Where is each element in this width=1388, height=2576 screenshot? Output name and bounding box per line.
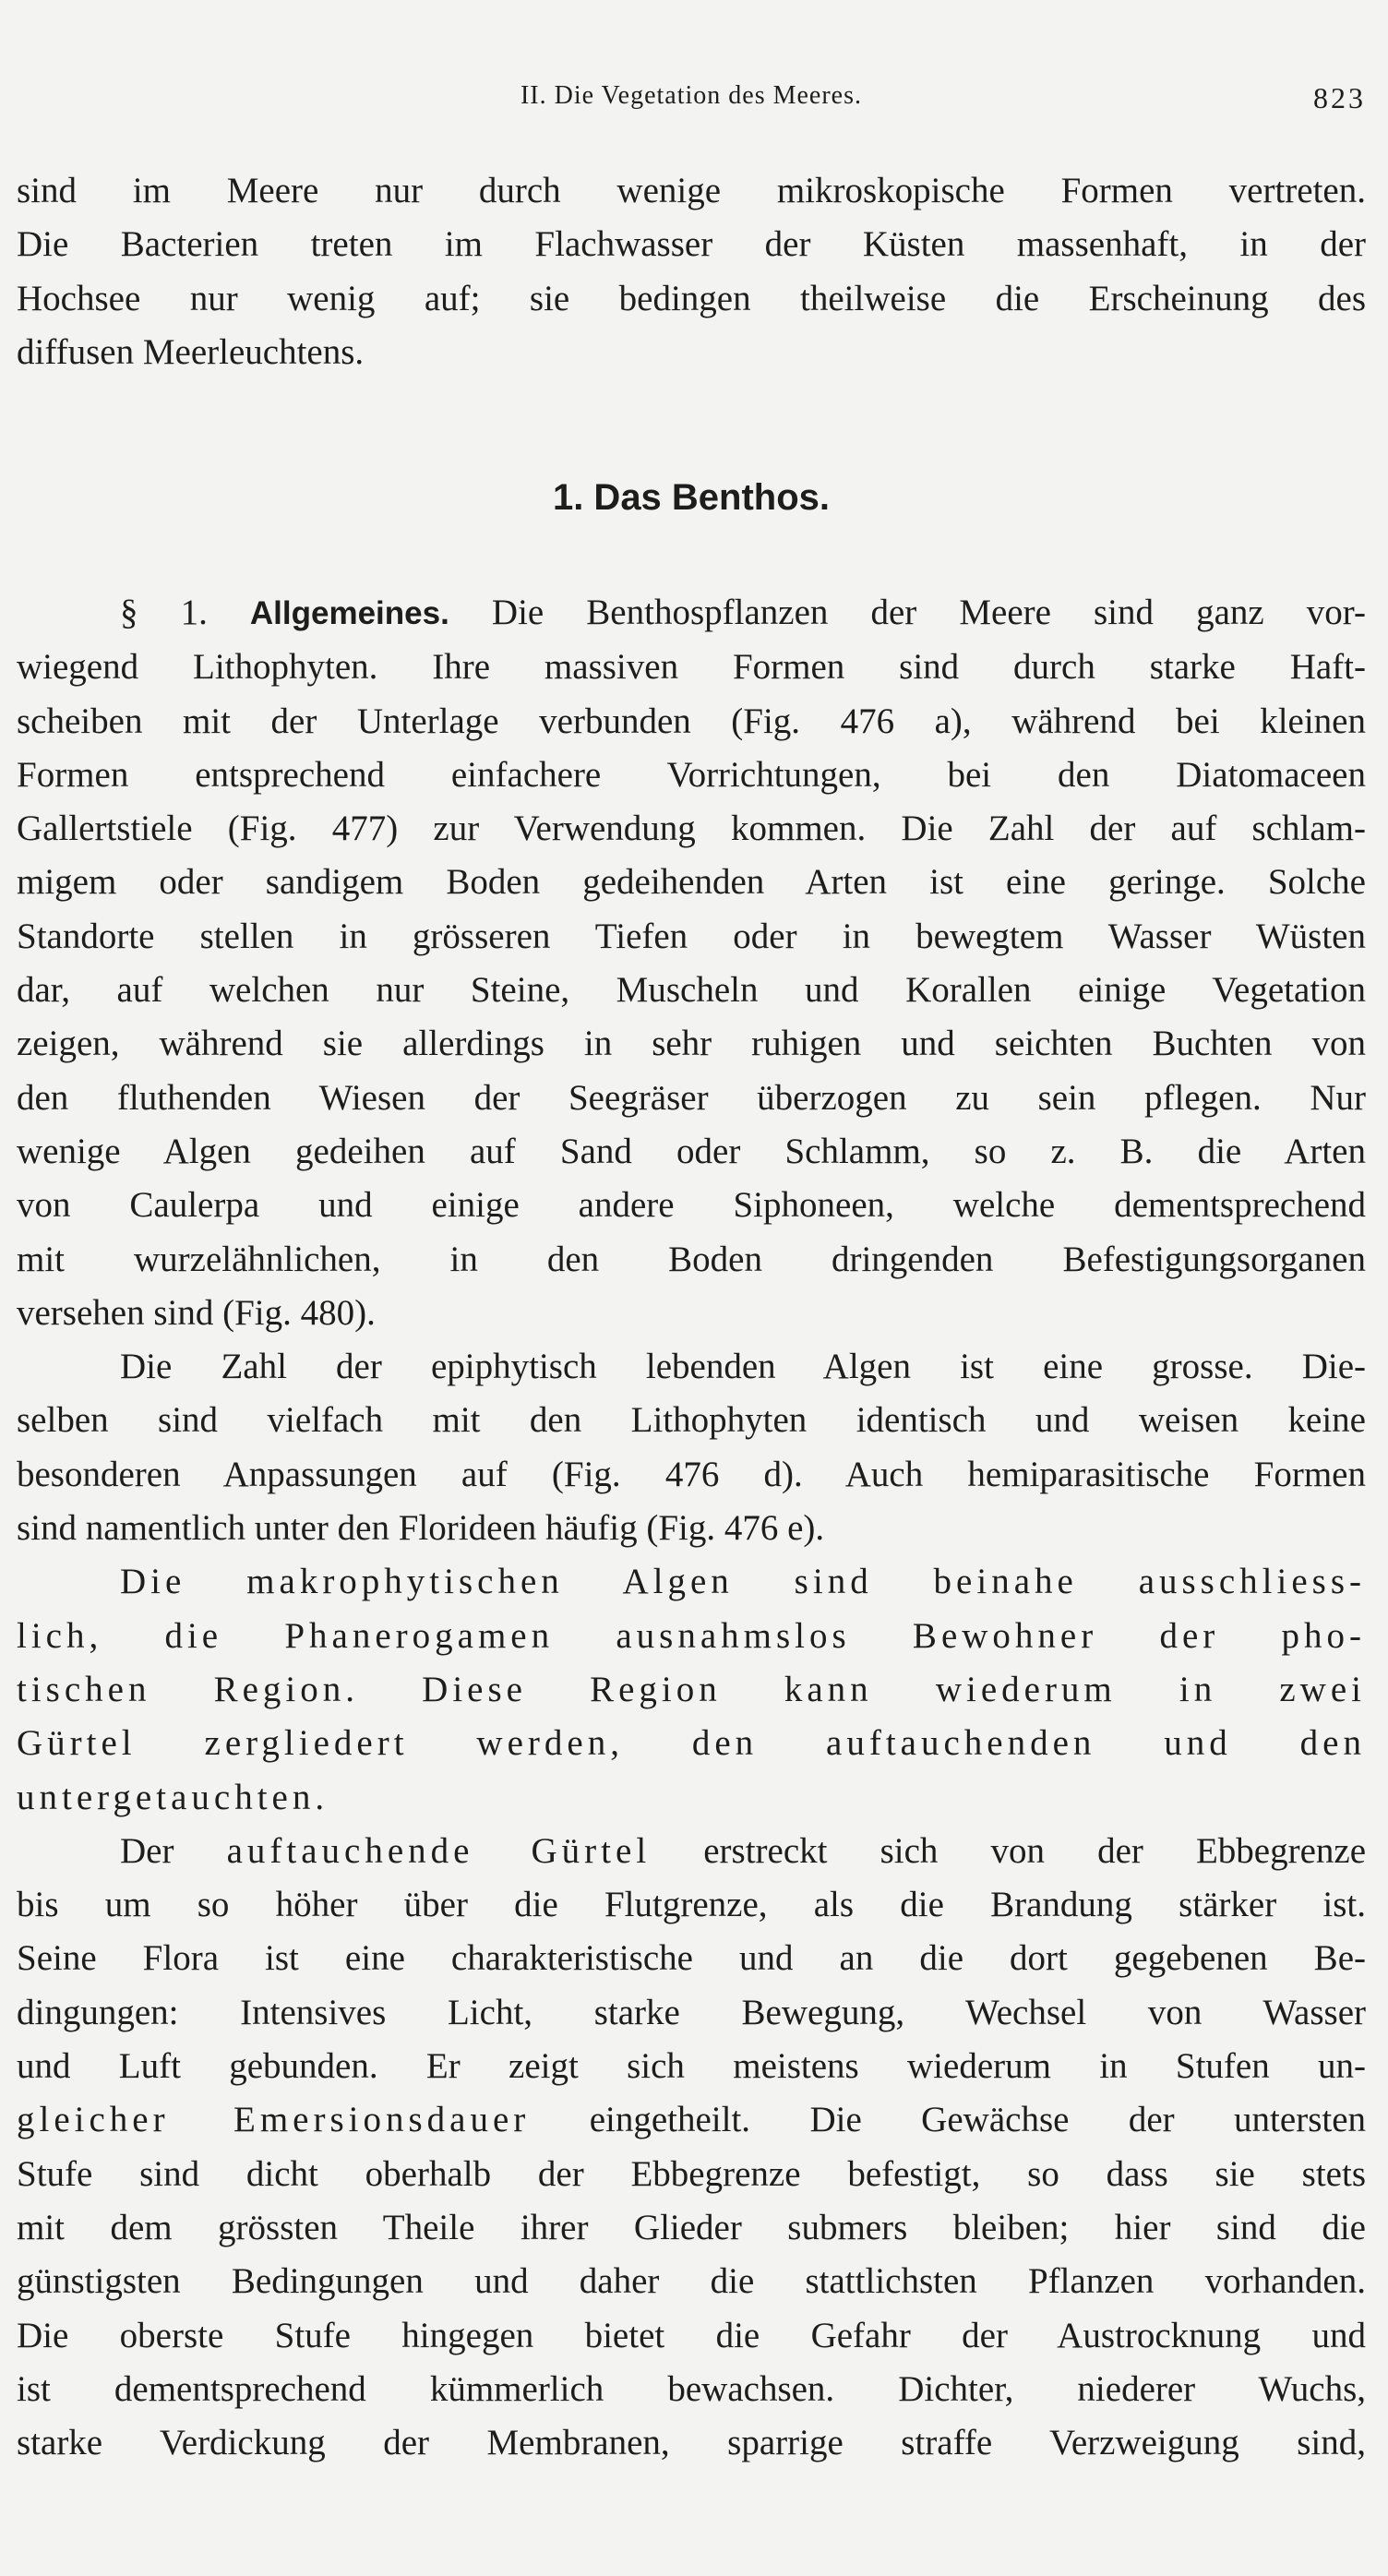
text-line: Die oberste Stufe hingegen bietet die Gefahr der Austrocknung und xyxy=(17,2315,1366,2355)
text-line: Die Bacterien treten im Flachwasser der Küsten massenhaft, in der xyxy=(17,224,1366,265)
text-line: migem oder sandigem Boden gedeihenden Arten ist eine geringe. Solche xyxy=(17,862,1366,903)
text-line: sind im Meere nur durch wenige mikroskopische Formen vertreten. xyxy=(17,171,1366,210)
body-text xyxy=(17,586,1366,2470)
text-line: mit dem grössten Theile ihrer Glieder submers bleiben; hier sind die xyxy=(17,2207,1366,2247)
text-line: wenige Algen gedeihen auf Sand oder Schlamm, so z. B. die Arten xyxy=(17,1131,1366,1171)
text-line: Stufe sind dicht oberhalb der Ebbegrenze befestigt, so dass sie stets xyxy=(17,2153,1366,2194)
text-line: Die makrophytischen Algen sind beinahe ausschliess- xyxy=(120,1562,1366,1602)
paragraph-epiphyten xyxy=(17,1340,1366,1555)
spaced-term: auftauchende Gürtel xyxy=(226,1830,652,1871)
paragraph-auftauchender-guertel xyxy=(17,1825,1366,2471)
text-line: starke Verdickung der Membranen, sparrige straffe Verzweigung sind, xyxy=(17,2423,1366,2463)
text-line: Seine Flora ist eine charakteristische und an die dort gegebenen Be- xyxy=(17,1938,1366,1979)
text-line: Hochsee nur wenig auf; sie bedingen theilweise die Erscheinung des xyxy=(17,278,1366,318)
text-line: sind namentlich unter den Florideen häufig (Fig. 476 e). xyxy=(17,1508,825,1549)
text-line: gleicher Emersionsdauer eingetheilt. Die Gewächse der untersten xyxy=(17,2100,1367,2140)
text-line: tischen Region. Diese Region kann wiederum in zwei xyxy=(17,1669,1366,1709)
text-line: bis um so höher über die Flutgrenze, als die Brandung stärker ist. xyxy=(17,1885,1366,1925)
text-line: diffusen Meerleuchtens. xyxy=(17,331,365,372)
text-line: und Luft gebunden. Er zeigt sich meistens wiederum in Stufen un- xyxy=(17,2046,1366,2087)
paragraph-lead: Allgemeines. xyxy=(249,595,449,631)
text-line: Der auftauchende Gürtel erstreckt sich von der Ebbegrenze xyxy=(120,1830,1367,1871)
paragraph-makrophyten xyxy=(17,1555,1366,1824)
text-line: lich, die Phanerogamen ausnahmslos Bewohner der pho- xyxy=(17,1615,1366,1656)
text-line: versehen sind (Fig. 480). xyxy=(17,1292,376,1333)
text-line: wiegend Lithophyten. Ihre massiven Formen sind durch starke Haft- xyxy=(17,647,1366,688)
text-line: Formen entsprechend einfachere Vorrichtungen, bei den Diatomaceen xyxy=(17,754,1366,795)
running-head xyxy=(17,81,1366,118)
text-line: untergetauchten. xyxy=(17,1777,329,1817)
section-heading: 1. Das Benthos. xyxy=(552,477,831,518)
text-line: Gürtel zergliedert werden, den auftauchenden und den xyxy=(17,1723,1366,1764)
text-line: dingungen: Intensives Licht, starke Bewegung, Wechsel von Wasser xyxy=(17,1992,1366,2032)
text-line: dar, auf welchen nur Steine, Muscheln und Korallen einige Vegetation xyxy=(17,970,1366,1011)
text-line: Die Zahl der epiphytisch lebenden Algen ist eine grosse. Die- xyxy=(120,1347,1366,1387)
text-line: den fluthenden Wiesen der Seegräser überzogen zu sein pflegen. Nur xyxy=(17,1077,1366,1118)
text-line: zeigen, während sie allerdings in sehr ruhigen und seichten Buchten von xyxy=(17,1024,1366,1064)
section-mark: § 1. xyxy=(120,593,208,632)
text-line: scheiben mit der Unterlage verbunden (Fig. 476 a), während bei kleinen xyxy=(17,701,1366,741)
text-line: Gallertstiele (Fig. 477) zur Verwendung kommen. Die Zahl der auf schlam- xyxy=(17,809,1366,849)
text-line: besonderen Anpassungen auf (Fig. 476 d). Auch hemiparasitische Formen xyxy=(17,1454,1366,1494)
running-title: II. Die Vegetation des Meeres. xyxy=(520,81,863,110)
text-line: § 1. Allgemeines. Die Benthospflanzen der Meere sind ganz vor- xyxy=(120,593,1366,632)
paragraph-allgemeines xyxy=(17,586,1366,1340)
text-line: ist dementsprechend kümmerlich bewachsen. Dichter, niederer Wuchs, xyxy=(17,2368,1366,2409)
intro-paragraph xyxy=(17,164,1366,379)
text-line: günstigsten Bedingungen und daher die stattlichsten Pflanzen vorhanden. xyxy=(17,2261,1366,2302)
text-line: selben sind vielfach mit den Lithophyten identisch und weisen keine xyxy=(17,1400,1366,1441)
page-number: 823 xyxy=(1313,81,1366,114)
spaced-term: gleicher Emersionsdauer xyxy=(17,2100,531,2140)
book-page xyxy=(17,0,1366,2576)
text-line: mit wurzelähnlichen, in den Boden dringenden Befestigungsorganen xyxy=(17,1239,1366,1279)
text-line: Standorte stellen in grösseren Tiefen oder in bewegtem Wasser Wüsten xyxy=(17,916,1366,956)
text-line: von Caulerpa und einige andere Siphoneen, welche dementsprechend xyxy=(17,1185,1366,1226)
